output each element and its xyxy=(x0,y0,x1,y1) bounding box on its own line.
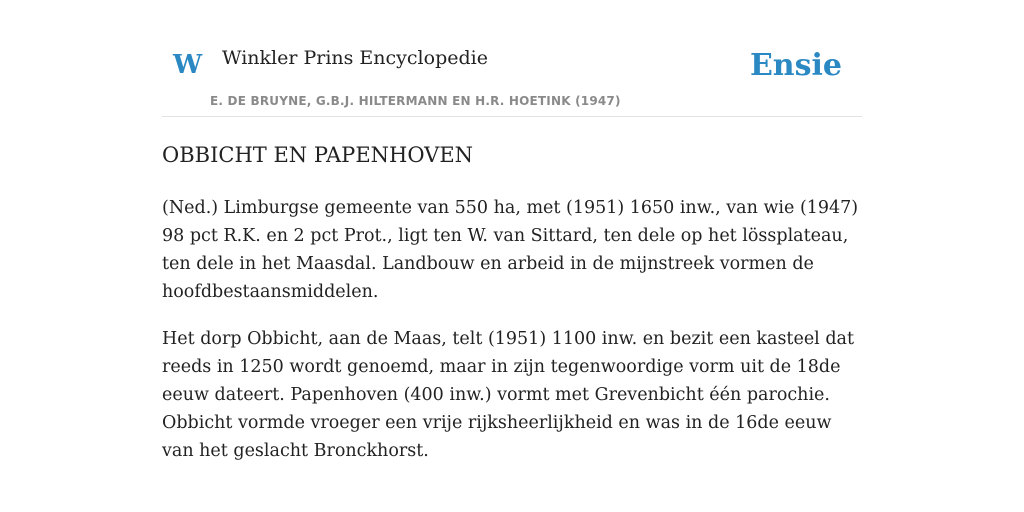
encyclopedia-title[interactable]: Winkler Prins Encyclopedie xyxy=(222,47,488,69)
article xyxy=(162,140,862,465)
article-paragraph: Het dorp Obbicht, aan de Maas, telt (1951) 1100 inw. en bezit een kasteel dat reeds in 1250 wordt genoemd, maar in zijn tegenwoordige vorm uit de 18de eeuw dateert. Papenhoven (400 inw.) vormt met Grevenbicht één parochie. Obbicht vormde vroeger een vrije rijksheerlijkheid en was in de 16de eeuw van het geslacht Bronckhorst. xyxy=(162,329,855,461)
encyclopedia-authors: E. DE BRUYNE, G.B.J. HILTERMANN EN H.R. HOETINK (1947) xyxy=(210,94,621,108)
encyclopedia-header xyxy=(162,0,862,117)
ensie-brand-logo[interactable]: Ensie xyxy=(749,48,842,83)
encyclopedia-logo[interactable]: W xyxy=(173,50,203,80)
article-paragraph: (Ned.) Limburgse gemeente van 550 ha, met (1951) 1650 inw., van wie (1947) 98 pct R.K. en 2 pct Prot., ligt ten W. van Sittard, ten dele op het lössplateau, ten dele in het Maasdal. Landbouw en arbeid in de mijnstreek vormen de hoofdbestaansmiddelen. xyxy=(162,198,859,302)
article-title: OBBICHT EN PAPENHOVEN xyxy=(162,143,474,167)
